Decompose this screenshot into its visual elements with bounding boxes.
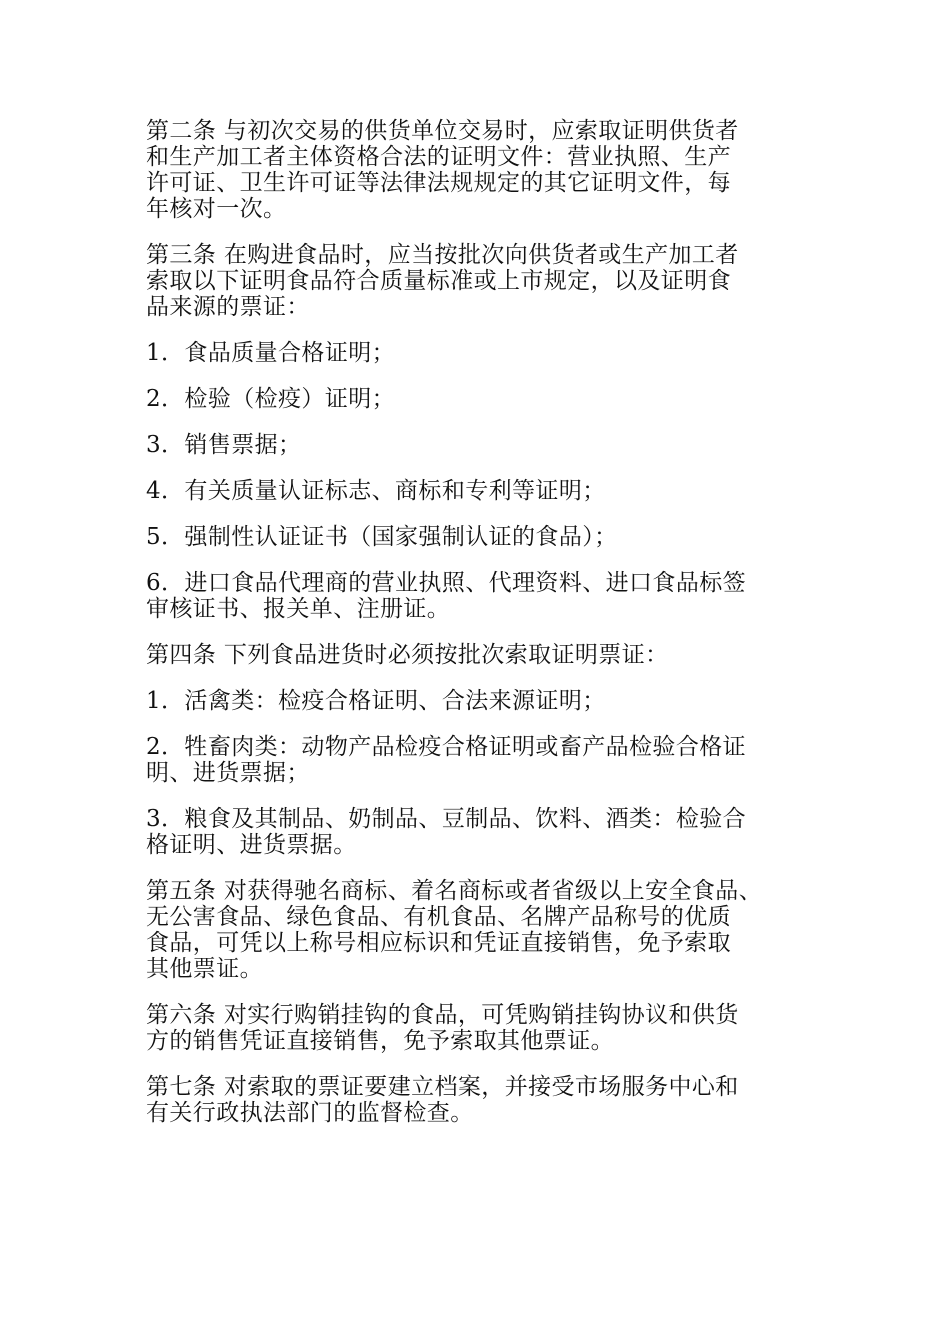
article-4-item-2: 2．牲畜肉类：动物产品检疫合格证明或畜产品检验合格证 明、进货票据； xyxy=(146,734,747,786)
article-4-item-3: 3．粮食及其制品、奶制品、豆制品、饮料、酒类：检验合 格证明、进货票据。 xyxy=(146,806,747,858)
article-3: 第三条 在购进食品时，应当按批次向供货者或生产加工者 索取以下证明食品符合质量标准或上市规定，以及证明食 品来源的票证： xyxy=(146,242,739,320)
article-3-item-4: 4．有关质量认证标志、商标和专利等证明； xyxy=(146,478,606,504)
article-3-item-1: 1．食品质量合格证明； xyxy=(146,340,396,366)
article-3-item-3: 3．销售票据； xyxy=(146,432,302,458)
article-4: 第四条 下列食品进货时必须按批次索取证明票证： xyxy=(146,642,669,668)
document-body xyxy=(146,118,814,1146)
article-3-item-5: 5．强制性认证证书（国家强制认证的食品）； xyxy=(146,524,618,550)
article-4-item-1: 1．活禽类：检疫合格证明、合法来源证明； xyxy=(146,688,606,714)
article-3-item-6: 6．进口食品代理商的营业执照、代理资料、进口食品标签 审核证书、报关单、注册证。 xyxy=(146,570,747,622)
article-6: 第六条 对实行购销挂钩的食品，可凭购销挂钩协议和供货 方的销售凭证直接销售，免予索取其他票证。 xyxy=(146,1002,739,1054)
article-3-item-2: 2．检验（检疫）证明； xyxy=(146,386,396,412)
article-7: 第七条 对索取的票证要建立档案，并接受市场服务中心和 有关行政执法部门的监督检查。 xyxy=(146,1074,739,1126)
article-5: 第五条 对获得驰名商标、着名商标或者省级以上安全食品、 无公害食品、绿色食品、有机食品、名牌产品称号的优质 食品，可凭以上称号相应标识和凭证直接销售，免予索取 其他票证。 xyxy=(146,878,763,982)
article-2: 第二条 与初次交易的供货单位交易时，应索取证明供货者 和生产加工者主体资格合法的证明文件：营业执照、生产 许可证、卫生许可证等法律法规规定的其它证明文件，每 年核对一次。 xyxy=(146,118,739,222)
